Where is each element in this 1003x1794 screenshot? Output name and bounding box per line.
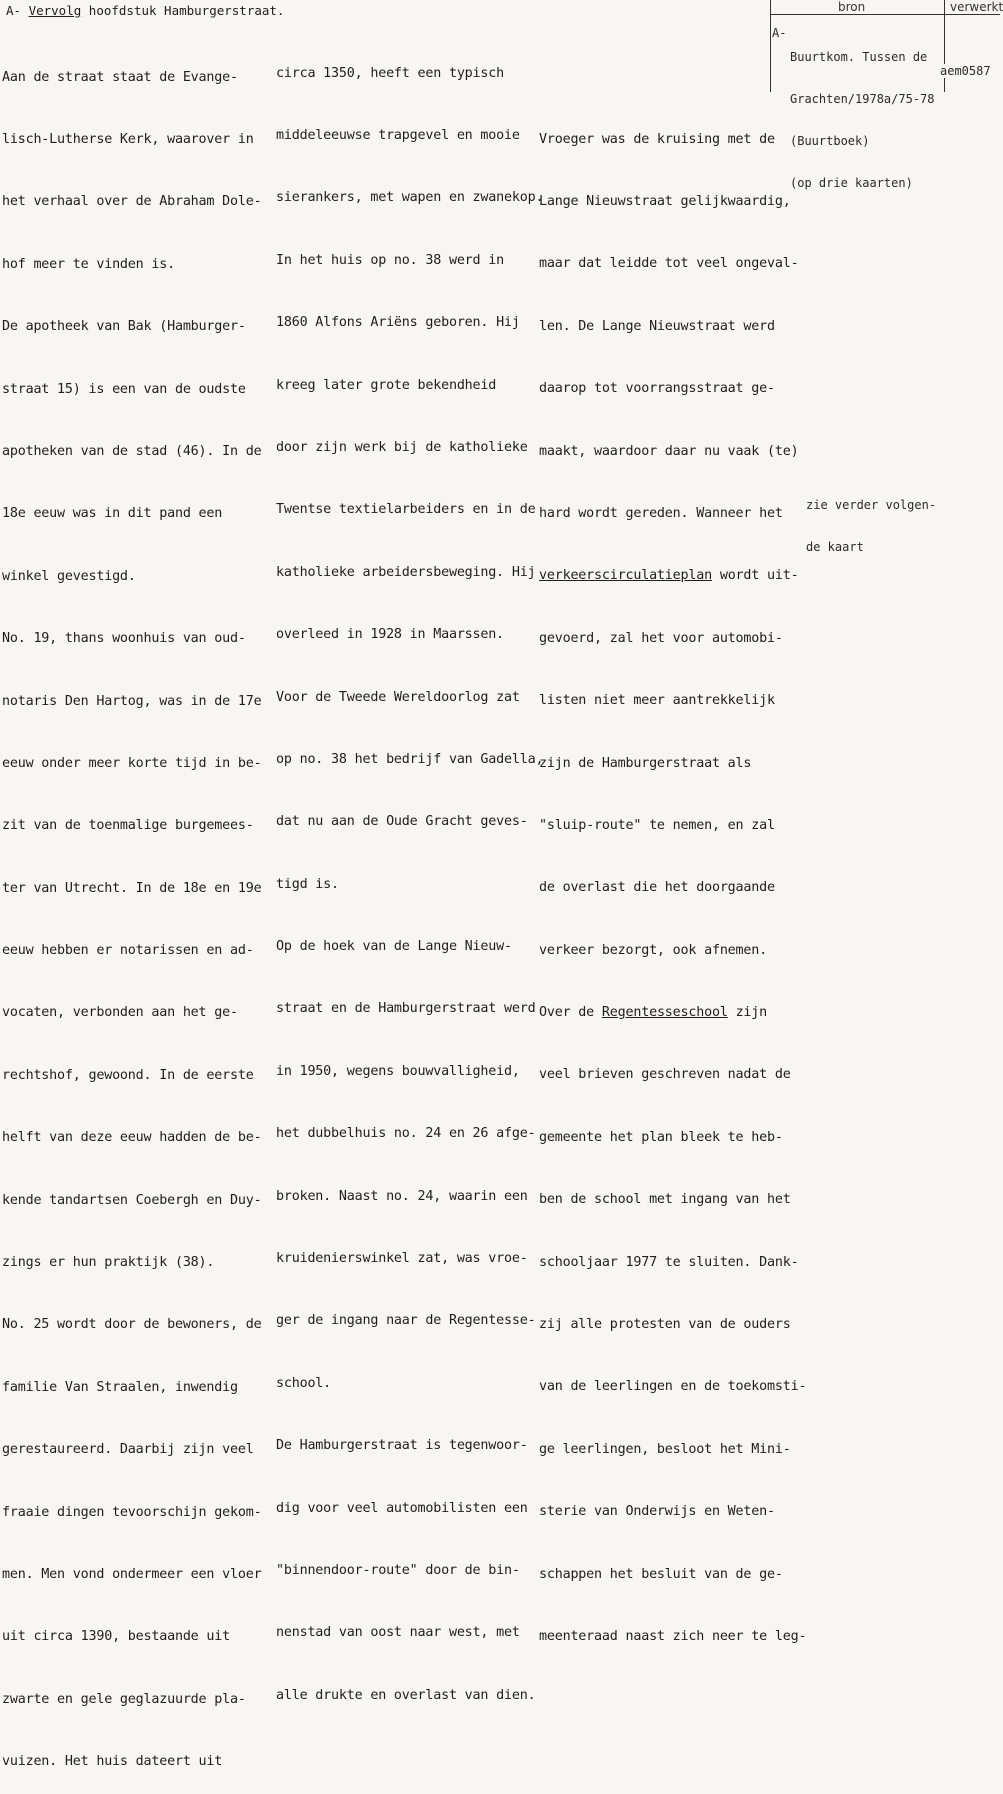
text-line: zit van de toenmalige burgemees- — [2, 818, 254, 834]
text-line: gemeente het plan bleek te heb- — [539, 1129, 783, 1145]
text-line: De Hamburgerstraat is tegenwoor- — [276, 1438, 528, 1454]
text-line: het verhaal over de Abraham Dole- — [2, 194, 262, 210]
text-line: hard wordt gereden. Wanneer het — [539, 505, 783, 521]
text-fragment: wordt uit- — [711, 568, 799, 584]
text-line: maakt, waardoor daar nu vaak (te) — [539, 443, 799, 459]
text-line: No. 19, thans woonhuis van oud- — [2, 631, 246, 647]
text-line: len. De Lange Nieuwstraat werd — [539, 318, 775, 334]
text-line: eeuw onder meer korte tijd in be- — [2, 755, 262, 771]
text-line: sierankers, met wapen en zwanekop. — [276, 190, 544, 206]
text-line: kreeg later grote bekendheid — [276, 377, 497, 393]
text-fragment: zijn — [727, 1005, 768, 1021]
text-line: De apotheek van Bak (Hamburger- — [2, 319, 246, 335]
table-entry-line: Buurtkom. Tussen de — [790, 50, 928, 64]
text-line: nenstad van oost naar west, met — [276, 1625, 520, 1641]
text-line: ter van Utrecht. In de 18e en 19e — [2, 880, 262, 896]
side-note — [806, 470, 936, 568]
text-fragment: Over de — [539, 1005, 602, 1021]
table-header-bron: bron — [838, 0, 866, 14]
text-line: op no. 38 het bedrijf van Gadella, — [276, 751, 544, 767]
heading-rest: hoofdstuk Hamburgerstraat. — [81, 3, 285, 18]
text-line: No. 25 wordt door de bewoners, de — [2, 1317, 262, 1333]
table-entry-line: Grachten/1978a/75-78 — [790, 92, 935, 106]
text-line: vuizen. Het huis dateert uit — [2, 1754, 223, 1770]
text-line: lisch-Lutherse Kerk, waarover in — [2, 131, 254, 147]
text-line — [539, 566, 806, 587]
underlined-term-regentesseschool: Regentesseschool — [601, 1005, 728, 1021]
table-entry-code: aem0587 — [940, 64, 991, 78]
text-line: veel brieven geschreven nadat de — [539, 1067, 791, 1083]
text-line: de overlast die het doorgaande — [539, 880, 775, 896]
text-line: vocaten, verbonden aan het ge- — [2, 1005, 238, 1021]
text-line: 18e eeuw was in dit pand een — [2, 506, 223, 522]
text-line: familie Van Straalen, inwendig — [2, 1379, 238, 1395]
text-line: tigd is. — [276, 876, 339, 892]
text-line: daarop tot voorrangsstraat ge- — [539, 381, 775, 397]
text-line: gerestaureerd. Daarbij zijn veel — [2, 1442, 254, 1458]
text-line: straat 15) is een van de oudste — [2, 381, 246, 397]
text-line: in 1950, wegens bouwvalligheid, — [276, 1063, 520, 1079]
text-line: sterie van Onderwijs en Weten- — [539, 1504, 775, 1520]
heading-underlined-word: Vervolg — [28, 3, 82, 18]
text-line: ge leerlingen, besloot het Mini- — [539, 1441, 791, 1457]
table-entry-line: (Buurtboek) — [790, 134, 870, 148]
text-column-2 — [276, 22, 543, 1727]
text-line: winkel gevestigd. — [2, 568, 136, 584]
side-note-line: de kaart — [806, 540, 864, 554]
table-divider-rule — [944, 0, 945, 92]
text-line: katholieke arbeidersbeweging. Hij — [276, 564, 536, 580]
heading-prefix: A- — [6, 3, 29, 18]
text-line: "sluip-route" te nemen, en zal — [539, 817, 775, 833]
text-line: middeleeuwse trapgevel en mooie — [276, 127, 520, 143]
text-line — [539, 1003, 806, 1024]
text-line: men. Men vond ondermeer een vloer — [2, 1566, 262, 1582]
text-line: Aan de straat staat de Evange- — [2, 69, 238, 85]
text-line: "binnendoor-route" door de bin- — [276, 1562, 520, 1578]
text-line: zij alle protesten van de ouders — [539, 1317, 791, 1333]
text-line: uit circa 1390, bestaande uit — [2, 1629, 230, 1645]
text-line: Voor de Tweede Wereldoorlog zat — [276, 689, 520, 705]
text-line: alle drukte en overlast van dien. — [276, 1687, 536, 1703]
text-line: meenteraad naast zich neer te leg- — [539, 1628, 807, 1644]
page-heading — [6, 3, 284, 19]
table-left-rule — [770, 0, 771, 92]
text-line: zings er hun praktijk (38). — [2, 1255, 215, 1271]
text-line: maar dat leidde tot veel ongeval- — [539, 256, 799, 272]
text-line: Op de hoek van de Lange Nieuw- — [276, 939, 512, 955]
text-line: notaris Den Hartog, was in de 17e — [2, 693, 262, 709]
text-line: schooljaar 1977 te sluiten. Dank- — [539, 1254, 799, 1270]
text-line: 1860 Alfons Ariëns geboren. Hij — [276, 315, 520, 331]
text-column-1 — [2, 26, 261, 1794]
text-line: hof meer te vinden is. — [2, 256, 175, 272]
text-line: kende tandartsen Coebergh en Duy- — [2, 1192, 262, 1208]
text-line: listen niet meer aantrekkelijk — [539, 693, 775, 709]
text-line: zwarte en gele geglazuurde pla- — [2, 1691, 246, 1707]
text-line: het dubbelhuis no. 24 en 26 afge- — [276, 1126, 536, 1142]
table-entry-line: (op drie kaarten) — [790, 176, 913, 190]
text-line: fraaie dingen tevoorschijn gekom- — [2, 1504, 262, 1520]
text-line: zijn de Hamburgerstraat als — [539, 755, 752, 771]
text-line: Lange Nieuwstraat gelijkwaardig, — [539, 193, 791, 209]
text-line: dat nu aan de Oude Gracht geves- — [276, 814, 528, 830]
text-line: van de leerlingen en de toekomsti- — [539, 1379, 807, 1395]
text-line: dig voor veel automobilisten een — [276, 1500, 528, 1516]
text-line: apotheken van de stad (46). In de — [2, 443, 262, 459]
table-entry — [790, 22, 935, 204]
underlined-term-verkeerscirculatieplan: verkeerscirculatieplan — [539, 568, 712, 584]
text-line: helft van deze eeuw hadden de be- — [2, 1130, 262, 1146]
text-line: circa 1350, heeft een typisch — [276, 65, 504, 81]
text-line: kruidenierswinkel zat, was vroe- — [276, 1251, 528, 1267]
table-entry-marker: A- — [772, 26, 787, 40]
table-header-verwerkt: verwerkt — [950, 0, 1003, 14]
text-column-3 — [539, 88, 806, 1669]
text-line: verkeer bezorgt, ook afnemen. — [539, 942, 767, 958]
text-line: eeuw hebben er notarissen en ad- — [2, 943, 254, 959]
text-line: ben de school met ingang van het — [539, 1192, 791, 1208]
text-line: school. — [276, 1375, 332, 1391]
text-line: In het huis op no. 38 werd in — [276, 252, 504, 268]
text-line: ger de ingang naar de Regentesse- — [276, 1313, 536, 1329]
side-note-line: zie verder volgen- — [806, 498, 937, 512]
text-line: schappen het besluit van de ge- — [539, 1566, 783, 1582]
text-line: broken. Naast no. 24, waarin een — [276, 1188, 528, 1204]
text-line: Vroeger was de kruising met de — [539, 131, 775, 147]
text-line: rechtshof, gewoond. In de eerste — [2, 1067, 254, 1083]
text-line: gevoerd, zal het voor automobi- — [539, 630, 783, 646]
text-line: door zijn werk bij de katholieke — [276, 439, 528, 455]
text-line: straat en de Hamburgerstraat werd — [276, 1001, 536, 1017]
text-line: overleed in 1928 in Maarssen. — [276, 627, 504, 643]
text-line: Twentse textielarbeiders en in de — [276, 502, 536, 518]
